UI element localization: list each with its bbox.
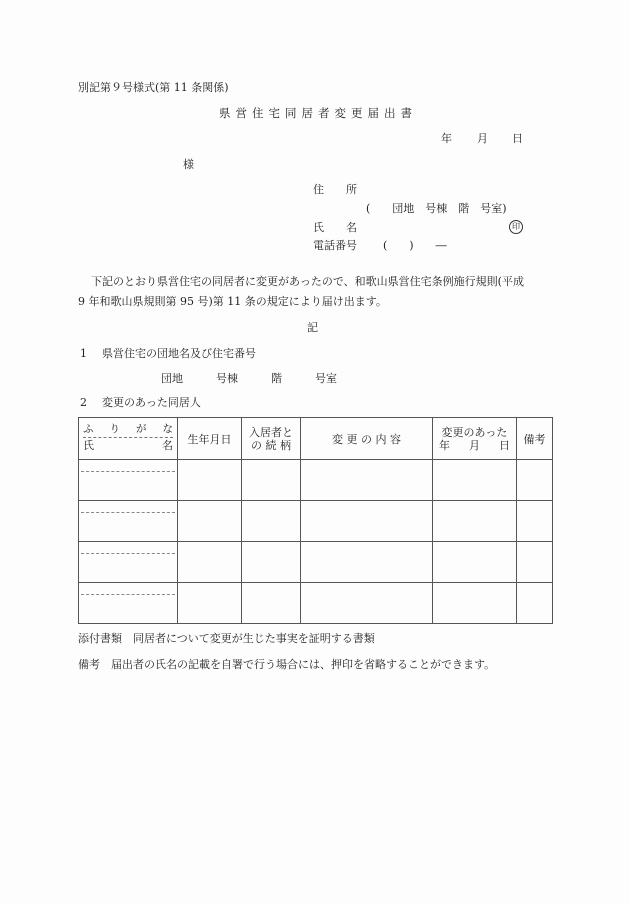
- header-name: [79, 418, 178, 460]
- address-detail: ( 団地 号棟 階 号室): [366, 202, 507, 215]
- furigana-divider: [81, 512, 175, 513]
- section1-number: 1: [80, 347, 87, 360]
- date-day: 日: [512, 132, 523, 145]
- cell-relation[interactable]: [242, 583, 301, 624]
- cell-birthdate[interactable]: [178, 501, 242, 542]
- cell-change-date[interactable]: [433, 583, 517, 624]
- body-text-line1: 下記のとおり県営住宅の同居者に変更があったので、和歌山県営住宅条例施行規則(平成: [91, 275, 524, 288]
- header-change-date: 変更のあった 年 月 日: [433, 418, 517, 460]
- seal-mark-icon: 印: [509, 220, 523, 234]
- ki-heading: 記: [307, 321, 318, 334]
- furigana-divider: [81, 471, 175, 472]
- cohabitant-table: [78, 417, 553, 624]
- cell-name[interactable]: [79, 460, 178, 501]
- header-birthdate: 生年月日: [178, 418, 242, 460]
- table-row: [79, 583, 553, 624]
- name-label: 氏 名: [313, 221, 357, 234]
- remarks-note: 備考 届出者の氏名の記載を自署で行う場合には、押印を省略することができます。: [78, 658, 496, 671]
- cell-name[interactable]: [79, 583, 178, 624]
- furigana-divider: [81, 553, 175, 554]
- cell-birthdate[interactable]: [178, 583, 242, 624]
- addressee-suffix: 様: [183, 158, 194, 171]
- header-change: 変 更 の 内 容: [301, 418, 433, 460]
- table-row: [79, 460, 553, 501]
- date-month: 月: [477, 132, 488, 145]
- form-reference: 別記第９号様式(第 11 条関係): [78, 81, 229, 94]
- cell-name[interactable]: [79, 542, 178, 583]
- cell-relation[interactable]: [242, 460, 301, 501]
- cell-change[interactable]: [301, 460, 433, 501]
- cell-relation[interactable]: [242, 501, 301, 542]
- section2-number: 2: [80, 396, 87, 409]
- cell-change[interactable]: [301, 501, 433, 542]
- cell-remarks[interactable]: [517, 583, 553, 624]
- header-relation: 入居者と の 続 柄: [242, 418, 301, 460]
- cell-change[interactable]: [301, 542, 433, 583]
- cell-birthdate[interactable]: [178, 460, 242, 501]
- table-row: [79, 542, 553, 583]
- name-header-label: 氏 名: [83, 439, 173, 452]
- cell-change-date[interactable]: [433, 460, 517, 501]
- section1-fields: 団地 号棟 階 号室: [161, 372, 337, 385]
- body-text-line2: 9 年和歌山県規則第 95 号)第 11 条の規定により届け出ます。: [78, 295, 387, 308]
- cell-remarks[interactable]: [517, 460, 553, 501]
- header-remarks: 備考: [517, 418, 553, 460]
- cell-name[interactable]: [79, 501, 178, 542]
- cell-change[interactable]: [301, 583, 433, 624]
- section2-label: 変更のあった同居人: [102, 396, 201, 409]
- table-row: [79, 501, 553, 542]
- cell-remarks[interactable]: [517, 542, 553, 583]
- address-label: 住 所: [313, 183, 357, 196]
- document-title: 県営住宅同居者変更届出書: [219, 106, 417, 120]
- furigana-label: ふ り が な: [83, 421, 173, 438]
- date-year: 年: [441, 132, 452, 145]
- phone-label: 電話番号: [313, 239, 357, 252]
- cell-change-date[interactable]: [433, 501, 517, 542]
- furigana-divider: [81, 594, 175, 595]
- table-header-row: [79, 418, 553, 460]
- attachments-note: 添付書類 同居者について変更が生じた事実を証明する書類: [78, 632, 375, 645]
- cell-remarks[interactable]: [517, 501, 553, 542]
- section1-label: 県営住宅の団地名及び住宅番号: [102, 347, 256, 360]
- cell-birthdate[interactable]: [178, 542, 242, 583]
- cell-relation[interactable]: [242, 542, 301, 583]
- phone-format: ( ) ―: [383, 239, 447, 252]
- cell-change-date[interactable]: [433, 542, 517, 583]
